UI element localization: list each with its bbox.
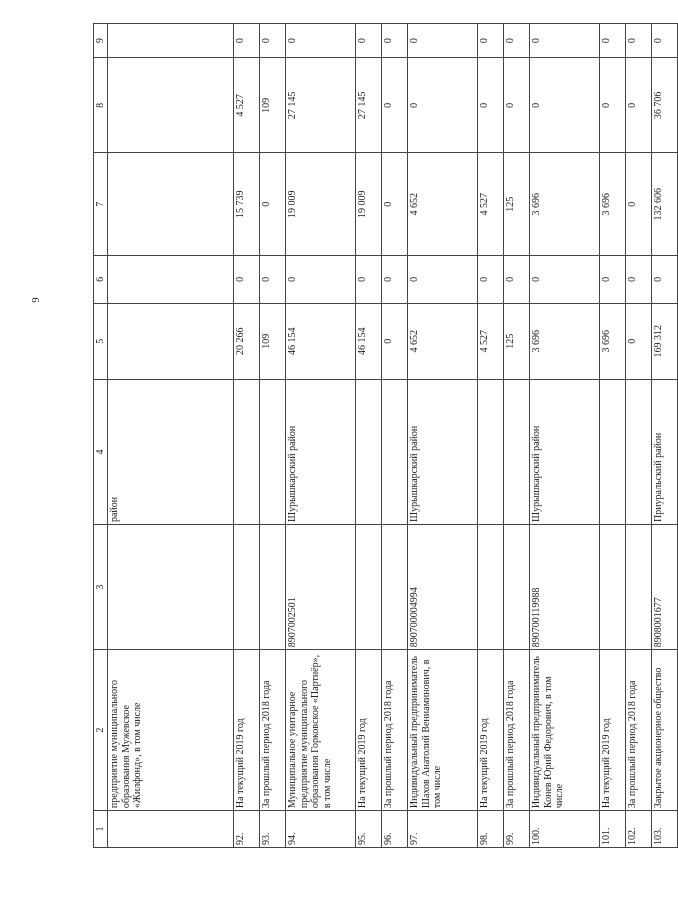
- name-cell: предприятие муниципального образования Мужевское «Жилфонд», в том числе: [108, 650, 234, 811]
- name-cell: Индивидуальный предприниматель Шахов Анатолий Вениаминович, в том числе: [408, 650, 478, 811]
- table-row: [530, 24, 600, 848]
- row-number-cell: 96.: [382, 811, 408, 848]
- col9-cell: 0: [356, 24, 382, 58]
- col9-cell: 0: [530, 24, 600, 58]
- page-number: 9: [30, 297, 42, 303]
- name-cell: За прошлый период 2018 года: [382, 650, 408, 811]
- col9-cell: 0: [600, 24, 626, 58]
- table-row: [478, 24, 504, 848]
- name-cell: На текущий 2019 год: [600, 650, 626, 811]
- district-cell: [260, 380, 286, 525]
- col7-cell: 15 739: [234, 153, 260, 256]
- inn-cell: [234, 525, 260, 650]
- col9-cell: 0: [504, 24, 530, 58]
- col7-cell: 0: [626, 153, 652, 256]
- district-cell: [626, 380, 652, 525]
- inn-cell: [626, 525, 652, 650]
- table-row: [382, 24, 408, 848]
- col8-cell: 36 706: [652, 58, 678, 153]
- col7-cell: 0: [260, 153, 286, 256]
- inn-cell: [478, 525, 504, 650]
- row-number-cell: 101.: [600, 811, 626, 848]
- col8-cell: 109: [260, 58, 286, 153]
- col6-cell: [108, 256, 234, 303]
- name-cell: Закрытое акционерное общество: [652, 650, 678, 811]
- col8-cell: 0: [626, 58, 652, 153]
- col8-cell: 0: [478, 58, 504, 153]
- col8-cell: 0: [382, 58, 408, 153]
- total-cell: 4 652: [408, 303, 478, 379]
- total-cell: 46 154: [356, 303, 382, 379]
- row-number-cell: 98.: [478, 811, 504, 848]
- row-number-cell: 93.: [260, 811, 286, 848]
- col7-cell: 4 652: [408, 153, 478, 256]
- col6-cell: 0: [600, 256, 626, 303]
- col8-cell: 0: [530, 58, 600, 153]
- total-cell: 4 527: [478, 303, 504, 379]
- column-header: 4: [94, 380, 108, 525]
- col9-cell: 0: [234, 24, 260, 58]
- col7-cell: 125: [504, 153, 530, 256]
- row-number-cell: [108, 811, 234, 848]
- district-cell: Приуральский район: [652, 380, 678, 525]
- table-row: [408, 24, 478, 848]
- column-header: 3: [94, 525, 108, 650]
- col6-cell: 0: [504, 256, 530, 303]
- total-cell: 3 696: [530, 303, 600, 379]
- column-header: 2: [94, 650, 108, 811]
- row-number-cell: 102.: [626, 811, 652, 848]
- inn-cell: [260, 525, 286, 650]
- col7-cell: 3 696: [530, 153, 600, 256]
- col7-cell: 19 009: [356, 153, 382, 256]
- inn-cell: [382, 525, 408, 650]
- inn-cell: 890700004994: [408, 525, 478, 650]
- inn-cell: 890700119988: [530, 525, 600, 650]
- column-header: 1: [94, 811, 108, 848]
- inn-cell: [108, 525, 234, 650]
- col8-cell: 0: [504, 58, 530, 153]
- col9-cell: 0: [652, 24, 678, 58]
- inn-cell: 8908001677: [652, 525, 678, 650]
- col7-cell: 0: [382, 153, 408, 256]
- col6-cell: 0: [408, 256, 478, 303]
- column-header: 8: [94, 58, 108, 153]
- total-cell: 109: [260, 303, 286, 379]
- col8-cell: 27 145: [356, 58, 382, 153]
- district-cell: Шурышкарский район: [408, 380, 478, 525]
- district-cell: [382, 380, 408, 525]
- col6-cell: 0: [356, 256, 382, 303]
- district-cell: [504, 380, 530, 525]
- total-cell: [108, 303, 234, 379]
- col8-cell: [108, 58, 234, 153]
- inn-cell: 8907002501: [286, 525, 356, 650]
- col6-cell: 0: [626, 256, 652, 303]
- name-cell: Муниципальное унитарное предприятие муниципального образования Горковское «Партнёр», в том числе: [286, 650, 356, 811]
- col6-cell: 0: [652, 256, 678, 303]
- col8-cell: 0: [408, 58, 478, 153]
- table-row: [504, 24, 530, 848]
- district-cell: [356, 380, 382, 525]
- name-cell: На текущий 2019 год: [356, 650, 382, 811]
- name-cell: За прошлый период 2018 года: [626, 650, 652, 811]
- col6-cell: 0: [234, 256, 260, 303]
- column-header: 6: [94, 256, 108, 303]
- total-cell: 0: [382, 303, 408, 379]
- name-cell: За прошлый период 2018 года: [260, 650, 286, 811]
- col8-cell: 0: [600, 58, 626, 153]
- total-cell: 46 154: [286, 303, 356, 379]
- district-cell: [600, 380, 626, 525]
- name-cell: Индивидуальный предприниматель Конев Юрий Федорович, в том числе: [530, 650, 600, 811]
- col9-cell: 0: [626, 24, 652, 58]
- table-body: [108, 24, 678, 848]
- row-number-cell: 97.: [408, 811, 478, 848]
- district-cell: район: [108, 380, 234, 525]
- col8-cell: 27 145: [286, 58, 356, 153]
- table-row: [600, 24, 626, 848]
- inn-cell: [600, 525, 626, 650]
- total-cell: 0: [626, 303, 652, 379]
- district-cell: [478, 380, 504, 525]
- col7-cell: 3 696: [600, 153, 626, 256]
- table-row: [234, 24, 260, 848]
- col7-cell: 4 527: [478, 153, 504, 256]
- col9-cell: 0: [260, 24, 286, 58]
- rotated-page: [93, 23, 664, 848]
- row-number-cell: 99.: [504, 811, 530, 848]
- row-number-cell: 92.: [234, 811, 260, 848]
- inn-cell: [356, 525, 382, 650]
- col6-cell: 0: [478, 256, 504, 303]
- inn-cell: [504, 525, 530, 650]
- col7-cell: 132 606: [652, 153, 678, 256]
- name-cell: За прошлый период 2018 года: [504, 650, 530, 811]
- row-number-cell: 100.: [530, 811, 600, 848]
- col6-cell: 0: [530, 256, 600, 303]
- col8-cell: 4 527: [234, 58, 260, 153]
- col6-cell: 0: [286, 256, 356, 303]
- total-cell: 20 266: [234, 303, 260, 379]
- header-row: [94, 24, 108, 848]
- name-cell: На текущий 2019 год: [234, 650, 260, 811]
- column-header: 7: [94, 153, 108, 256]
- col9-cell: [108, 24, 234, 58]
- total-cell: 3 696: [600, 303, 626, 379]
- row-number-cell: 103.: [652, 811, 678, 848]
- table-row: [356, 24, 382, 848]
- total-cell: 169 312: [652, 303, 678, 379]
- row-number-cell: 95.: [356, 811, 382, 848]
- col7-cell: [108, 153, 234, 256]
- row-number-cell: 94.: [286, 811, 356, 848]
- table-row: [652, 24, 678, 848]
- total-cell: 125: [504, 303, 530, 379]
- column-header: 5: [94, 303, 108, 379]
- col9-cell: 0: [286, 24, 356, 58]
- table-row: [626, 24, 652, 848]
- col7-cell: 19 009: [286, 153, 356, 256]
- col9-cell: 0: [478, 24, 504, 58]
- district-cell: Шурышкарский район: [530, 380, 600, 525]
- data-table: [93, 23, 678, 848]
- table-row: [260, 24, 286, 848]
- table-row: [286, 24, 356, 848]
- district-cell: [234, 380, 260, 525]
- column-header: 9: [94, 24, 108, 58]
- col9-cell: 0: [382, 24, 408, 58]
- table-row: [108, 24, 234, 848]
- col9-cell: 0: [408, 24, 478, 58]
- name-cell: На текущий 2019 год: [478, 650, 504, 811]
- district-cell: Шурышкарский район: [286, 380, 356, 525]
- col6-cell: 0: [260, 256, 286, 303]
- col6-cell: 0: [382, 256, 408, 303]
